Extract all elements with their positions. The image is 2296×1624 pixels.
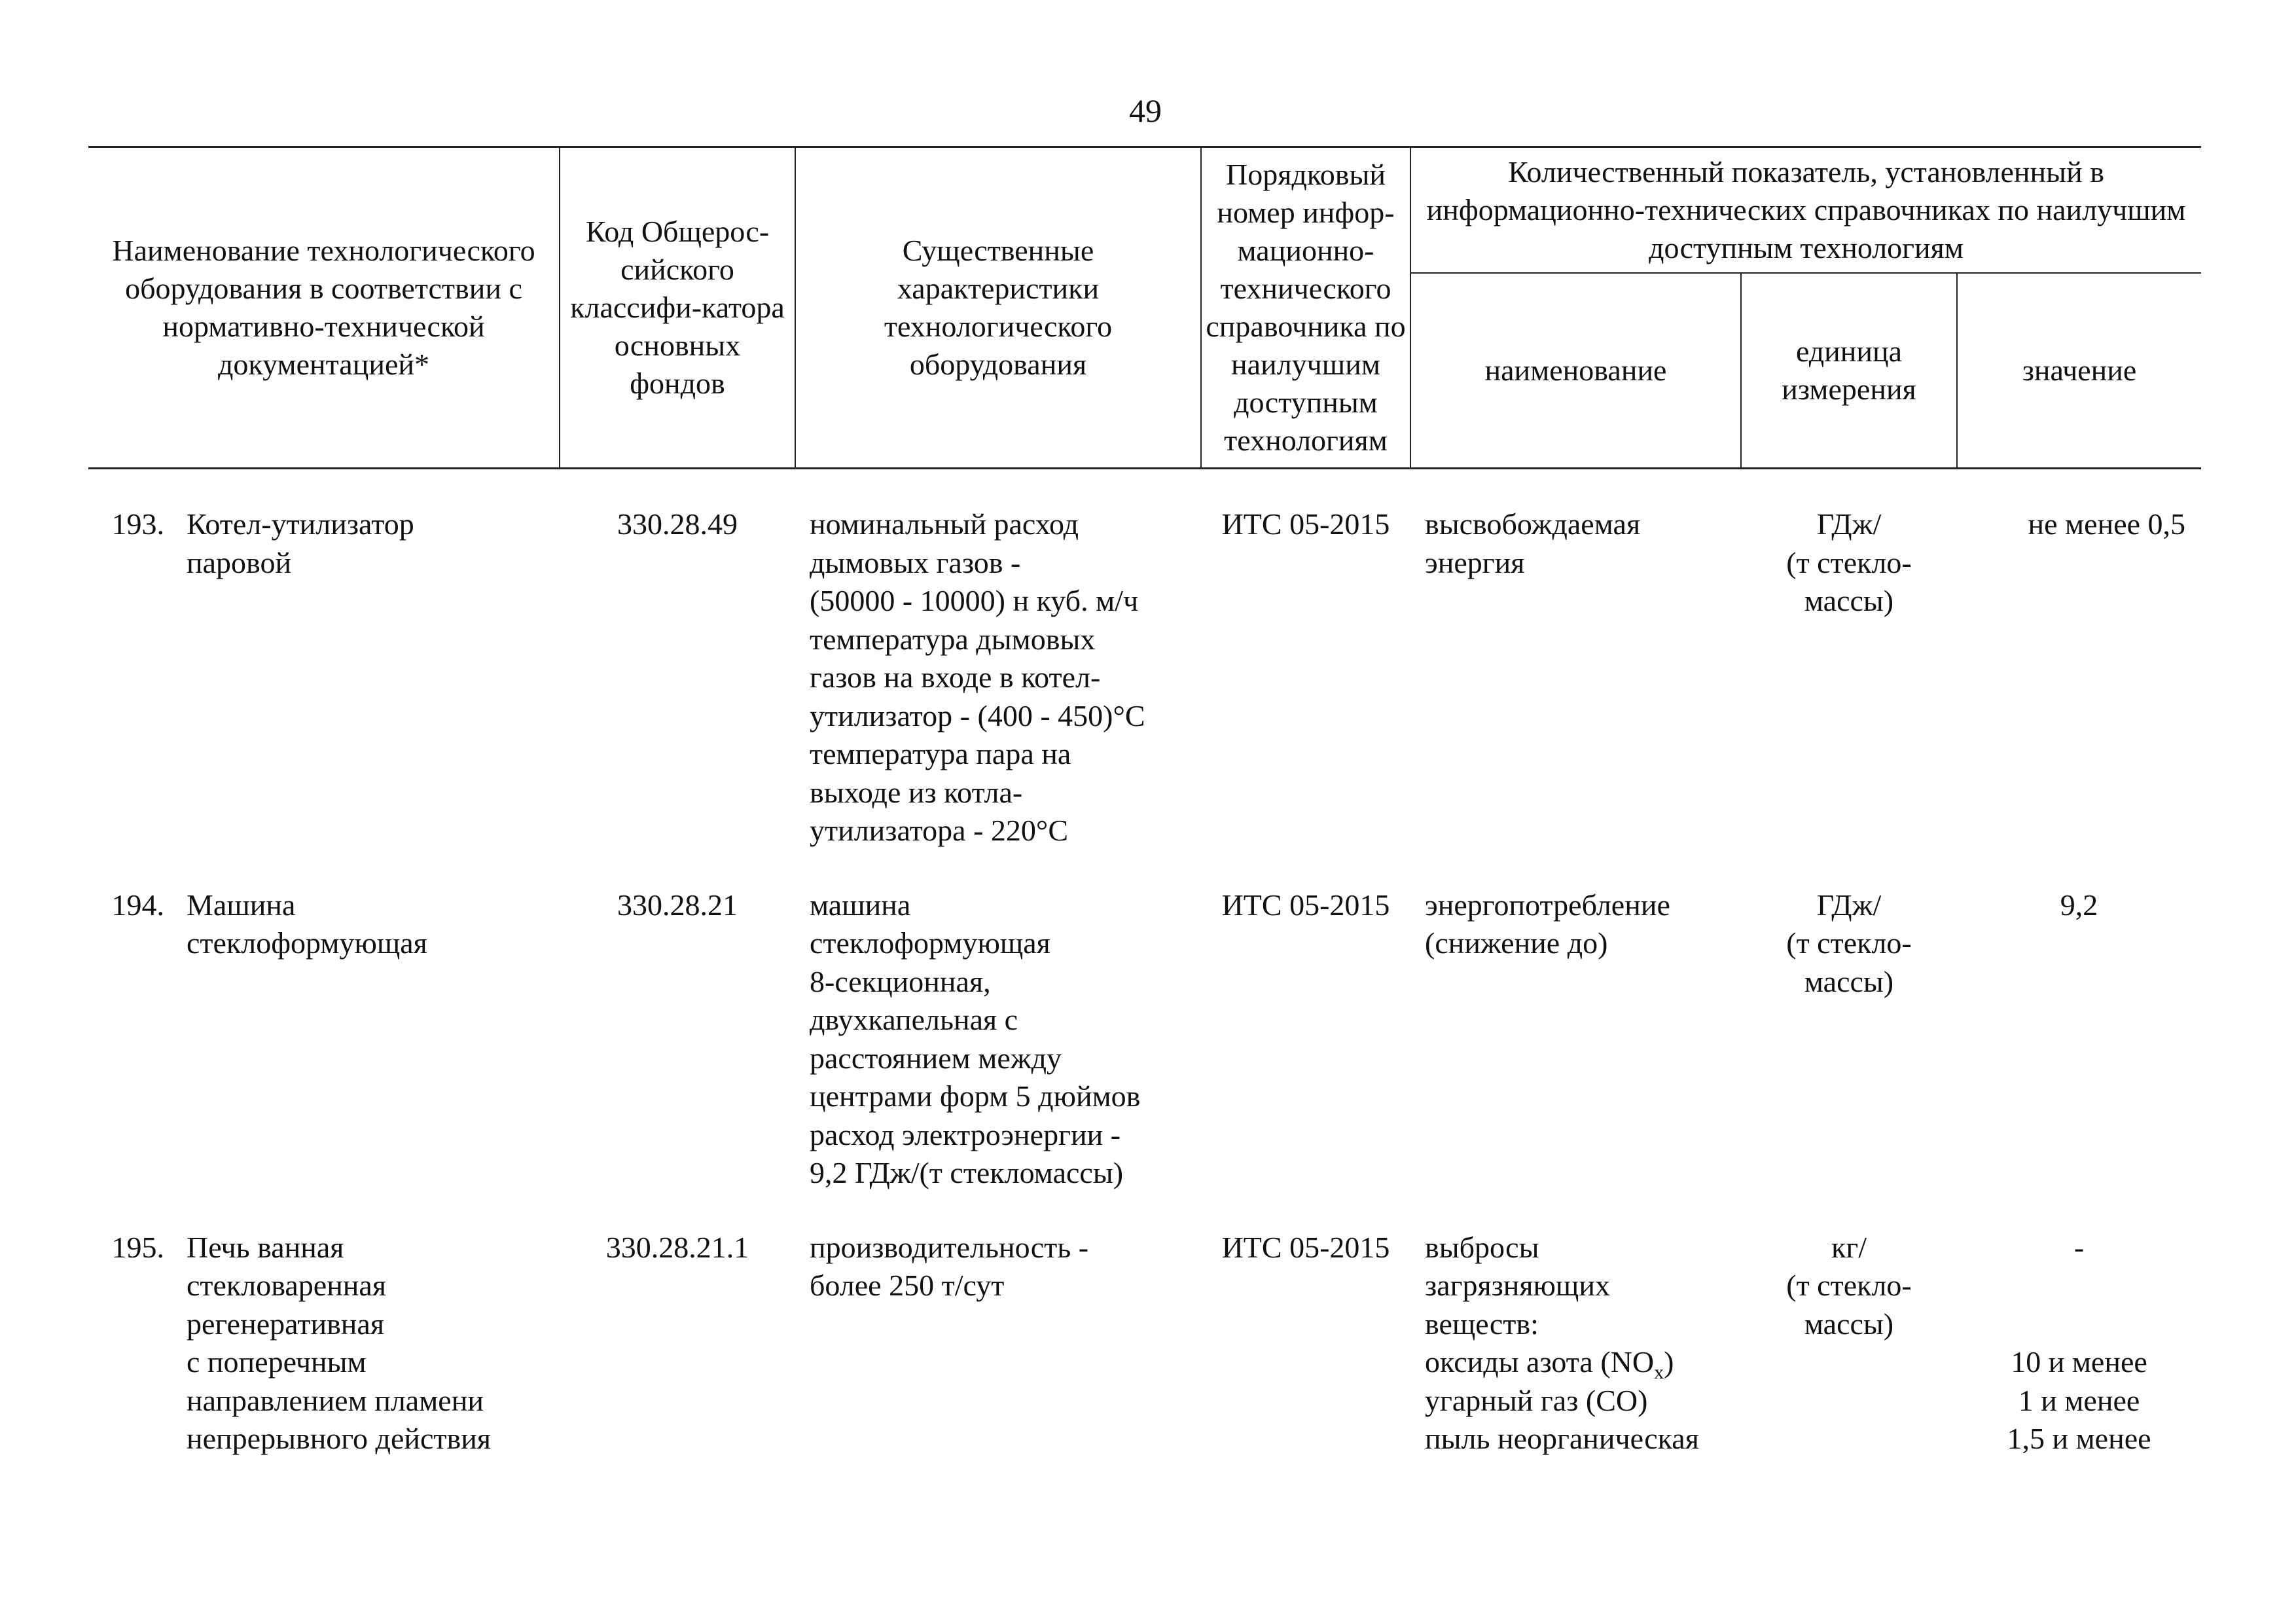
equipment-name: Машина стеклоформующая — [187, 888, 427, 960]
equipment-name: Котел-утилизатор паровой — [187, 507, 414, 579]
okof-code: 330.28.49 — [617, 507, 738, 541]
indicator-name — [1410, 1229, 1741, 1494]
header-quantitative-indicator: Количественный показатель, установленный в информационно-технических справочниках по наилучшим доступным технологиям — [1410, 147, 2201, 274]
indicator-name: энергопотребление (снижение до) — [1425, 888, 1670, 960]
equipment-table — [88, 146, 2201, 1494]
indicator-line: веществ: — [1425, 1307, 1539, 1341]
nox-subscript: x — [1654, 1362, 1664, 1384]
header-indicator-name: наименование — [1410, 273, 1741, 469]
value-line: 10 и менее — [2011, 1345, 2147, 1379]
nox-close-paren: ) — [1664, 1345, 1674, 1379]
unit: кг/ (т стекло- массы) — [1786, 1230, 1912, 1341]
indicator-value — [1957, 1229, 2201, 1494]
value-line: - — [2073, 1230, 2085, 1264]
reference-number: ИТС 05-2015 — [1221, 507, 1390, 541]
indicator-line-nox — [1425, 1343, 1737, 1382]
indicator-line: пыль неорганическая — [1425, 1422, 1699, 1455]
header-unit: единица измерения — [1741, 273, 1957, 469]
okof-code: 330.28.21 — [617, 888, 738, 922]
nox-label: оксиды азота (NO — [1425, 1345, 1655, 1379]
characteristics: машина стеклоформующая 8-секционная, двухкапельная с расстоянием между центрами форм 5 дюймов расход электроэнергии - 9,2 ГДж/(т стекломассы) — [810, 888, 1141, 1189]
indicator-value: не менее 0,5 — [2028, 507, 2186, 541]
indicator-name: высвобождаемая энергия — [1425, 507, 1641, 579]
value-line — [1961, 1267, 2197, 1305]
indicator-line: выбросы — [1425, 1230, 1539, 1264]
header-reference-number: Порядковый номер инфор-мационно-технического справочника по наилучшим доступным технологиям — [1201, 147, 1410, 469]
value-line — [1961, 1305, 2197, 1344]
indicator-line: загрязняющих — [1425, 1269, 1610, 1302]
header-characteristics: Существенные характеристики технологического оборудования — [795, 147, 1201, 469]
value-line: 1 и менее — [2018, 1383, 2140, 1417]
header-okof-code: Код Общерос-сийского классифи-катора основных фондов — [560, 147, 795, 469]
header-value: значение — [1957, 273, 2201, 469]
equipment-name-cell — [88, 886, 560, 1229]
unit: ГДж/ (т стекло- массы) — [1786, 507, 1912, 617]
value-line: 1,5 и менее — [2007, 1422, 2151, 1455]
table-row — [88, 505, 2201, 886]
table-row — [88, 1229, 2201, 1494]
page-number: 49 — [1129, 92, 1162, 129]
row-number: 193. — [111, 507, 164, 541]
unit: ГДж/ (т стекло- массы) — [1786, 888, 1912, 998]
characteristics: производительность - более 250 т/сут — [810, 1230, 1089, 1302]
equipment-name: Печь ванная стекловаренная регенеративная с поперечным направлением пламени непрерывного действия — [187, 1230, 491, 1455]
reference-number: ИТС 05-2015 — [1221, 1230, 1390, 1264]
reference-number: ИТС 05-2015 — [1221, 888, 1390, 922]
row-number: 194. — [111, 888, 164, 922]
characteristics: номинальный расход дымовых газов - (50000 - 10000) н куб. м/ч температура дымовых газов на входе в котел- утилизатор - (400 - 450)°C температура пара на выходе из котла- утилизатора - 220°C — [810, 507, 1145, 847]
equipment-name-cell — [88, 1229, 560, 1494]
okof-code: 330.28.21.1 — [605, 1230, 749, 1264]
equipment-name-cell — [88, 505, 560, 886]
header-equipment-name: Наименование технологического оборудования в соответствии с нормативно-технической документацией* — [88, 147, 560, 469]
indicator-line: угарный газ (CO) — [1425, 1383, 1648, 1417]
row-number: 195. — [111, 1230, 164, 1264]
indicator-value: 9,2 — [2060, 888, 2098, 922]
table-row — [88, 886, 2201, 1229]
